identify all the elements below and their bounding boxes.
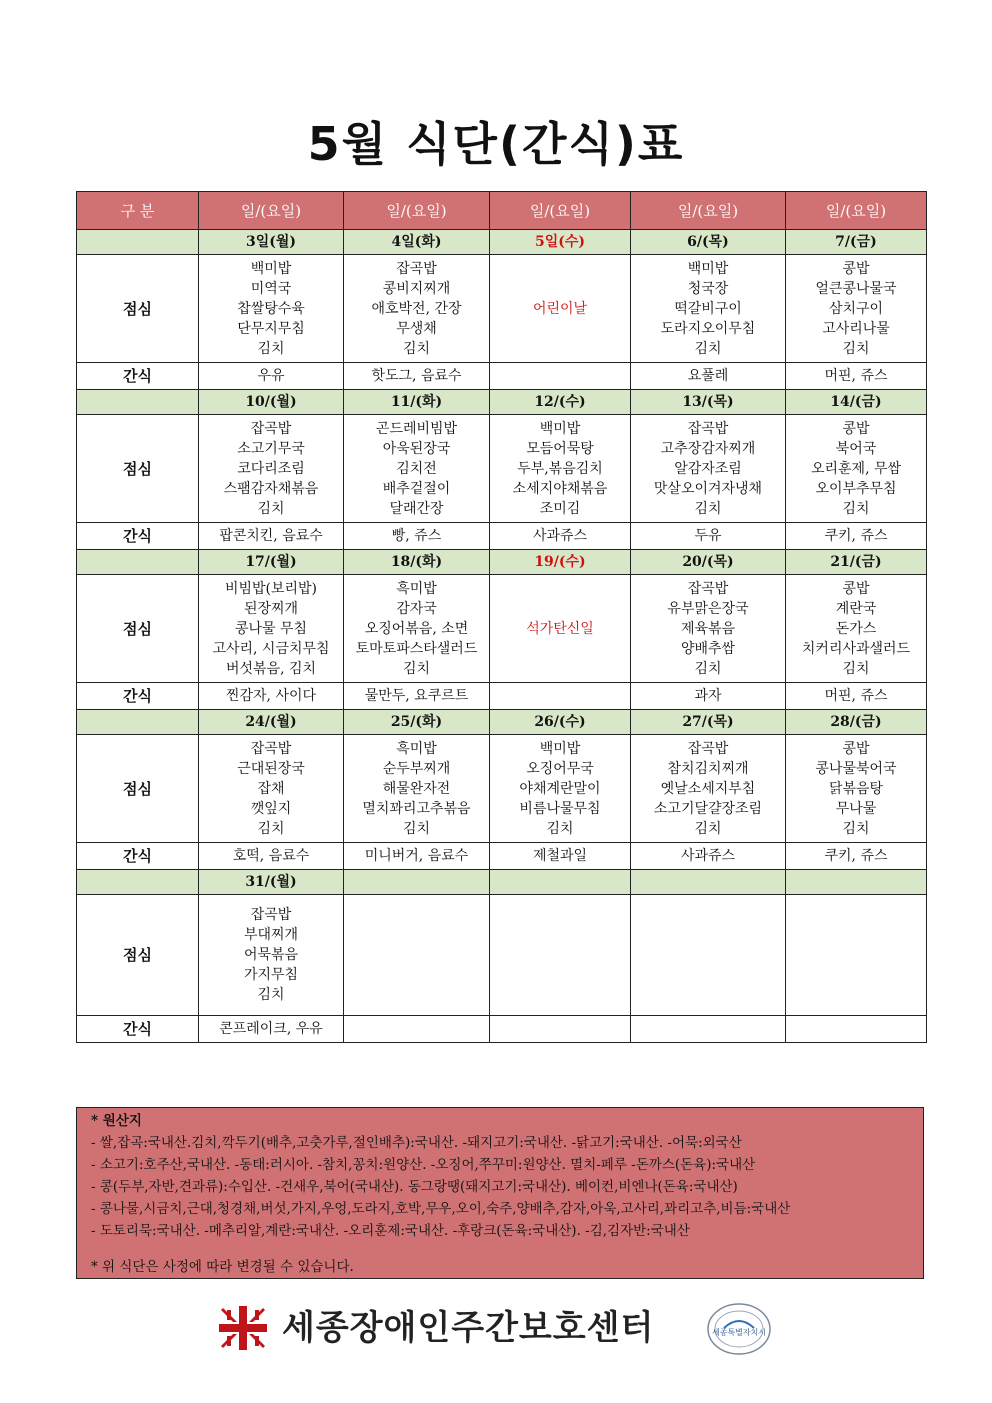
dish-item: 콩비지찌개: [382, 280, 451, 297]
dish-item: 김치: [546, 820, 574, 837]
dish-item: 도라지오이무침: [660, 320, 756, 337]
dish-item: 콩나물 무침: [234, 620, 308, 637]
holiday-label: 석가탄신일: [526, 620, 594, 637]
dish-item: 야채계란말이: [519, 780, 601, 797]
date-row: [77, 230, 927, 255]
origin-notes: [76, 1107, 924, 1279]
dish-item: 돈가스: [835, 620, 877, 637]
lunch-cell: [490, 255, 631, 363]
dish-item: 김치: [842, 500, 870, 517]
header-category: 구 분: [77, 192, 199, 230]
date-cell: 10/(월): [199, 390, 344, 415]
dish-item: 잡채: [257, 780, 285, 797]
holiday-label: 어린이날: [532, 300, 588, 317]
dish-item: 잡곡밥: [396, 260, 437, 277]
dish-item: 근대된장국: [237, 760, 305, 777]
dish-item: 두부,볶음김치: [517, 460, 603, 477]
date-cell: 6/(목): [631, 230, 786, 255]
dish-item: 순두부찌개: [382, 760, 451, 777]
dish-item: 김치: [842, 660, 870, 677]
lunch-cell: [631, 415, 786, 523]
notes-line: - 콩나물,시금치,근대,청경채,버섯,가지,우엉,도라지,호박,무우,오이,숙주,양배추,감자,아욱,고사리,꽈리고추,비듬:국내산: [91, 1201, 791, 1217]
dish-item: 콩밥: [842, 740, 870, 757]
lunch-cell: [199, 895, 344, 1016]
page-title: 5월 식단(간식)표: [307, 117, 685, 171]
dish-item: 오리훈제, 무쌈: [810, 460, 902, 477]
lunch-row: [77, 415, 927, 523]
dish-item: 계란국: [835, 600, 877, 617]
dish-item: 어묵볶음: [243, 947, 299, 963]
dish-item: 코다리조림: [237, 460, 305, 477]
date-cell: 17/(월): [199, 550, 344, 575]
snack-cell: 제철과일: [490, 843, 631, 870]
footer: [0, 1298, 992, 1358]
lunch-cell: [490, 735, 631, 843]
snack-row: [77, 843, 927, 870]
lunch-cell: [631, 735, 786, 843]
dish-item: 잡곡밥: [250, 740, 292, 757]
snack-cell: 팝콘치킨, 음료수: [199, 523, 344, 550]
dish-item: 소세지야채볶음: [512, 480, 608, 497]
lunch-cell: [786, 895, 927, 1016]
dish-item: 모듬어묵탕: [526, 440, 594, 457]
dish-item: 미역국: [250, 280, 292, 297]
date-cell: [490, 870, 631, 895]
notes-heading: * 원산지: [91, 1113, 142, 1129]
snack-cell: 사과쥬스: [490, 523, 631, 550]
dish-item: 참치김치찌개: [667, 760, 749, 777]
dish-item: 떡갈비구이: [674, 300, 742, 317]
lunch-cell: [786, 735, 927, 843]
dish-item: 김치: [842, 820, 870, 837]
lunch-cell: [490, 895, 631, 1016]
dish-item: 북어국: [835, 440, 877, 457]
snack-row: [77, 1016, 927, 1043]
snack-label: 간식: [77, 683, 199, 710]
notes-footnote: * 위 식단은 사정에 따라 변경될 수 있습니다.: [91, 1259, 354, 1275]
lunch-cell: [344, 415, 490, 523]
dish-item: 단무지무침: [237, 320, 305, 337]
lunch-cell: [344, 735, 490, 843]
caritas-cross-logo-icon: [219, 1306, 267, 1350]
menu-table: [76, 191, 927, 1043]
header-day-2: 일/(요일): [344, 192, 490, 230]
dish-item: 잡곡밥: [250, 420, 292, 437]
snack-cell: [490, 683, 631, 710]
dish-item: 배추겉절이: [382, 480, 451, 497]
date-cell: 4일(화): [344, 230, 490, 255]
date-cell: 18/(화): [344, 550, 490, 575]
dish-item: 닭볶음탕: [828, 780, 884, 797]
snack-cell: 사과쥬스: [631, 843, 786, 870]
dish-item: 얼큰콩나물국: [815, 280, 897, 297]
sejong-city-seal-icon: [706, 1302, 772, 1356]
dish-item: 김치: [842, 340, 870, 357]
lunch-label: 점심: [77, 415, 199, 523]
dish-item: 고사리나물: [822, 320, 890, 337]
snack-cell: 물만두, 요쿠르트: [344, 683, 490, 710]
lunch-cell: [199, 735, 344, 843]
dish-item: 김치: [694, 340, 722, 357]
header-row: [77, 192, 927, 230]
snack-cell: 머핀, 쥬스: [786, 363, 927, 390]
snack-label: 간식: [77, 1016, 199, 1043]
dish-item: 김치: [257, 820, 285, 837]
date-cell: 20/(목): [631, 550, 786, 575]
date-cell: 12/(수): [490, 390, 631, 415]
date-row-label: [77, 870, 199, 895]
date-cell: 19/(수): [490, 550, 631, 575]
dish-item: 흑미밥: [396, 580, 437, 597]
dish-item: 콩밥: [842, 580, 870, 597]
date-cell: 11/(화): [344, 390, 490, 415]
dish-item: 오징어무국: [526, 760, 594, 777]
lunch-cell: [490, 575, 631, 683]
dish-item: 김치: [402, 340, 431, 357]
snack-cell: 핫도그, 음료수: [344, 363, 490, 390]
dish-item: 김치: [257, 987, 285, 1003]
dish-item: 고추장감자찌개: [660, 440, 756, 457]
lunch-cell: [199, 575, 344, 683]
date-cell: 28/(금): [786, 710, 927, 735]
snack-cell: 미니버거, 음료수: [344, 843, 490, 870]
date-cell: 24/(월): [199, 710, 344, 735]
dish-item: 감자국: [396, 600, 437, 617]
date-row: [77, 550, 927, 575]
dish-item: 김치: [694, 660, 722, 677]
dish-item: 치커리사과샐러드: [801, 640, 911, 657]
lunch-cell: [631, 255, 786, 363]
snack-cell: [786, 1016, 927, 1043]
dish-item: 잡곡밥: [687, 740, 729, 757]
dish-item: 달래간장: [389, 500, 444, 517]
lunch-cell: [786, 415, 927, 523]
dish-item: 양배추쌈: [680, 640, 736, 657]
dish-item: 잡곡밥: [687, 420, 729, 437]
dish-item: 맛살오이겨자냉채: [653, 480, 763, 497]
header-day-5: 일/(요일): [786, 192, 927, 230]
snack-cell: 요풀레: [631, 363, 786, 390]
dish-item: 알감자조림: [674, 460, 742, 477]
snack-row: [77, 683, 927, 710]
dish-item: 흑미밥: [396, 740, 437, 757]
dish-item: 백미밥: [539, 420, 581, 437]
lunch-row: [77, 735, 927, 843]
lunch-cell: [199, 415, 344, 523]
date-cell: 26/(수): [490, 710, 631, 735]
date-row-label: [77, 390, 199, 415]
date-row-label: [77, 710, 199, 735]
header-day-1: 일/(요일): [199, 192, 344, 230]
lunch-row: [77, 255, 927, 363]
dish-item: 콩나물북어국: [815, 760, 897, 777]
lunch-label: 점심: [77, 255, 199, 363]
snack-cell: [490, 1016, 631, 1043]
dish-item: 소고기달걀장조림: [653, 800, 763, 817]
lunch-cell: [344, 895, 490, 1016]
snack-cell: 머핀, 쥬스: [786, 683, 927, 710]
snack-label: 간식: [77, 843, 199, 870]
lunch-cell: [786, 255, 927, 363]
dish-item: 조미김: [539, 500, 581, 517]
dish-item: 버섯볶음, 김치: [225, 660, 317, 677]
dish-item: 가지무침: [243, 967, 299, 983]
dish-item: 해물완자전: [382, 780, 451, 797]
notes-line: - 소고기:호주산,국내산. -동태:러시아. -참치,꽁치:원양산. -오징어,쭈꾸미:원양산. 멸치-페루 -돈까스(돈육):국내산: [91, 1157, 756, 1173]
dish-item: 곤드레비빔밥: [375, 420, 458, 437]
dish-item: 비빔밥(보리밥): [224, 580, 318, 597]
dish-item: 된장찌개: [243, 600, 299, 617]
date-cell: 25/(화): [344, 710, 490, 735]
dish-item: 백미밥: [687, 260, 729, 277]
dish-item: 청국장: [687, 280, 729, 297]
date-cell: 7/(금): [786, 230, 927, 255]
dish-item: 콩밥: [842, 420, 870, 437]
dish-item: 김치: [257, 340, 285, 357]
lunch-label: 점심: [77, 735, 199, 843]
lunch-row: [77, 575, 927, 683]
dish-item: 부대찌개: [243, 927, 299, 943]
header-day-3: 일/(요일): [490, 192, 631, 230]
svg-text:세종특별자치시: 세종특별자치시: [711, 1328, 767, 1337]
lunch-cell: [490, 415, 631, 523]
dish-item: 김치: [694, 500, 722, 517]
dish-item: 무생채: [396, 320, 437, 337]
date-cell: 27/(목): [631, 710, 786, 735]
notes-line: - 도토리묵:국내산. -메추리알,계란:국내산. -오리훈제:국내산. -후랑크(돈육:국내산). -김,김자반:국내산: [91, 1223, 690, 1239]
snack-label: 간식: [77, 523, 199, 550]
snack-row: [77, 363, 927, 390]
dish-item: 비름나물무침: [519, 800, 601, 817]
lunch-cell: [631, 895, 786, 1016]
dish-item: 김치: [402, 660, 431, 677]
date-cell: [631, 870, 786, 895]
dish-item: 무나물: [835, 800, 877, 817]
snack-cell: 두유: [631, 523, 786, 550]
dish-item: 잡곡밥: [687, 580, 729, 597]
dish-item: 깻잎지: [250, 800, 292, 817]
date-cell: [786, 870, 927, 895]
dish-item: 삼치구이: [828, 300, 884, 317]
lunch-row: [77, 895, 927, 1016]
dish-item: 멸치꽈리고추볶음: [362, 800, 471, 817]
snack-cell: 우유: [199, 363, 344, 390]
date-cell: 21/(금): [786, 550, 927, 575]
notes-line: - 쌀,잡곡:국내산.김치,깍두기(배추,고춧가루,절인배추):국내산. -돼지고기:국내산. -닭고기:국내산. -어묵:외국산: [91, 1135, 742, 1151]
snack-cell: 빵, 쥬스: [344, 523, 490, 550]
snack-cell: 찐감자, 사이다: [199, 683, 344, 710]
dish-item: 옛날소세지부침: [660, 780, 756, 797]
dish-item: 소고기무국: [237, 440, 305, 457]
date-row: [77, 710, 927, 735]
date-cell: 13/(목): [631, 390, 786, 415]
lunch-cell: [344, 575, 490, 683]
snack-cell: 쿠키, 쥬스: [786, 843, 927, 870]
date-cell: [344, 870, 490, 895]
lunch-cell: [344, 255, 490, 363]
date-cell: 31/(월): [199, 870, 344, 895]
date-row: [77, 870, 927, 895]
dish-item: 김치: [257, 500, 285, 517]
dish-item: 백미밥: [539, 740, 581, 757]
dish-item: 오징어볶음, 소면: [364, 620, 469, 637]
dish-item: 김치: [694, 820, 722, 837]
date-cell: 5일(수): [490, 230, 631, 255]
dish-item: 스팸감자채볶음: [223, 480, 319, 497]
dish-item: 백미밥: [250, 260, 292, 277]
notes-line: - 콩(두부,자반,견과류):수입산. -건새우,북어(국내산). 동그랑땡(돼지고기:국내산). 베이컨,비엔나(돈육:국내산): [91, 1179, 738, 1195]
dish-item: 고사리, 시금치무침: [212, 640, 330, 657]
date-cell: 3일(월): [199, 230, 344, 255]
organization-name: 세종장애인주간보호센터: [282, 1308, 655, 1348]
snack-cell: 과자: [631, 683, 786, 710]
date-row: [77, 390, 927, 415]
snack-cell: [631, 1016, 786, 1043]
snack-cell: 호떡, 음료수: [199, 843, 344, 870]
dish-item: 김치전: [396, 460, 437, 477]
dish-item: 잡곡밥: [250, 907, 292, 923]
snack-cell: [490, 363, 631, 390]
dish-item: 애호박전, 간장: [371, 300, 462, 317]
dish-item: 찹쌀탕수육: [237, 300, 305, 317]
snack-cell: [344, 1016, 490, 1043]
snack-row: [77, 523, 927, 550]
snack-cell: 콘프레이크, 우유: [199, 1016, 344, 1043]
date-row-label: [77, 230, 199, 255]
snack-cell: 쿠키, 쥬스: [786, 523, 927, 550]
header-day-4: 일/(요일): [631, 192, 786, 230]
dish-item: 오이부추무침: [815, 480, 897, 497]
dish-item: 아욱된장국: [382, 440, 451, 457]
dish-item: 제육볶음: [680, 620, 736, 637]
lunch-cell: [631, 575, 786, 683]
lunch-label: 점심: [77, 895, 199, 1016]
date-row-label: [77, 550, 199, 575]
snack-label: 간식: [77, 363, 199, 390]
dish-item: 콩밥: [842, 260, 870, 277]
dish-item: 김치: [402, 820, 431, 837]
dish-item: 토마토파스타샐러드: [355, 640, 478, 657]
date-cell: 14/(금): [786, 390, 927, 415]
lunch-cell: [199, 255, 344, 363]
dish-item: 유부맑은장국: [667, 600, 749, 617]
lunch-cell: [786, 575, 927, 683]
lunch-label: 점심: [77, 575, 199, 683]
